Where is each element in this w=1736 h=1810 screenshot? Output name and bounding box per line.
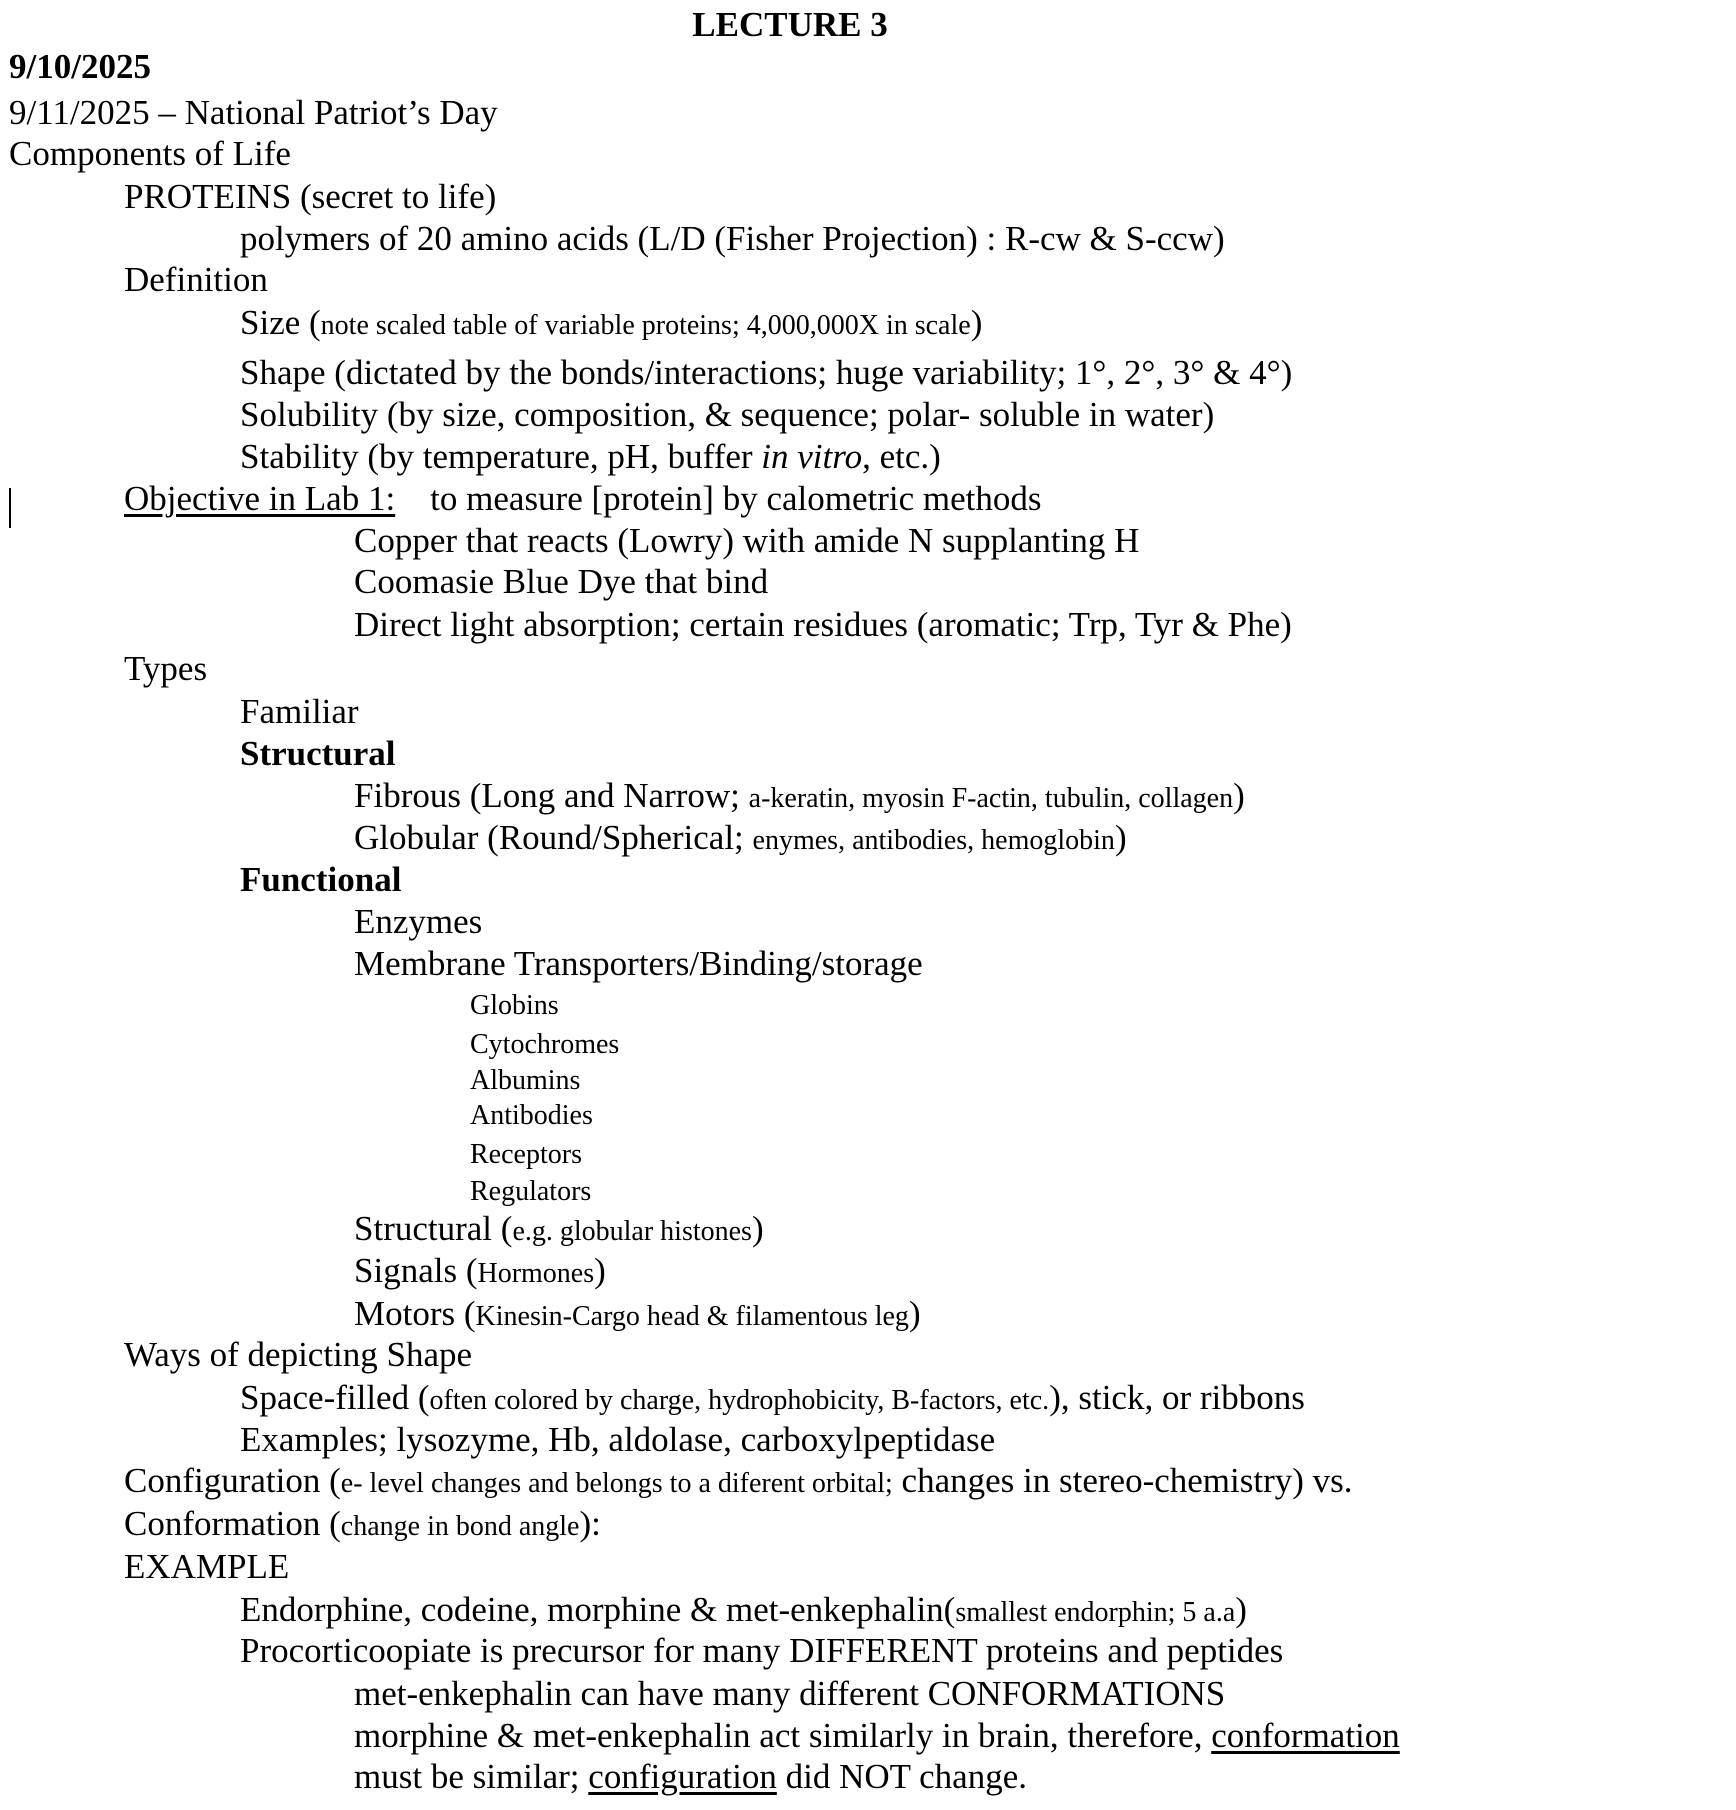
note-text: EXAMPLE [124,1547,290,1586]
note-text: ) [970,303,983,342]
note-line [124,260,268,300]
note-text: Kinesin- [475,1301,572,1332]
note-text: Structural ( [354,1209,513,1248]
note-line [124,1504,601,1547]
note-line [9,134,291,174]
note-text: ) [751,1209,764,1248]
note-line [354,1757,1027,1797]
note-text: change in bond angle [340,1511,580,1542]
note-line [9,93,498,133]
note-text: Configuration ( [124,1461,341,1500]
note-line [240,1590,1247,1633]
note-text: must be similar; [354,1757,589,1796]
note-text: Direct light absorption; certain residues (aromatic; Trp, Tyr & Phe) [354,605,1292,644]
note-line [354,902,482,942]
note-text: smallest endorphin; 5 a.a [955,1597,1236,1628]
note-text: conformation [1211,1716,1400,1755]
change-bar [9,488,11,528]
note-line [354,818,1127,861]
note-text: Types [124,649,208,688]
note-line [240,437,941,477]
note-text: Globular (Round/Spherical; [354,818,753,857]
note-text: , etc.) [862,437,941,476]
note-text: Space-filled ( [240,1378,430,1417]
note-text: a-keratin, myosin F-actin, tubulin, collagen [748,783,1234,814]
note-line [240,1631,1283,1671]
note-text: Procorticoopiate is precursor for many DIFFERENT proteins and peptides [240,1631,1284,1670]
note-line [124,1461,1353,1504]
note-text: Enzymes [354,902,483,941]
note-text: Components of Life [9,134,291,173]
note-text: 9/10/2025 [9,47,151,86]
note-line [240,734,396,774]
note-text: Definition [124,260,268,299]
note-line [124,649,207,689]
note-text: Albumins [470,1065,581,1096]
note-line [240,353,1292,393]
note-text: ) [1233,776,1245,815]
note-text: Cargo head & filamentous leg [571,1301,909,1332]
note-text: Motors ( [354,1294,476,1333]
note-line [240,860,401,900]
note-text: Signals ( [354,1251,478,1290]
note-text: polymers of 20 amino acids (L/D (Fisher Projection) : R-cw & S-ccw) [240,219,1225,258]
note-line [354,776,1245,819]
note-text: Membrane Transporters/Binding/storage [354,944,923,983]
note-line [240,303,982,346]
note-text: often colored by charge, hydrophobicity, B-factors, etc. [429,1385,1050,1416]
note-text: Objective in Lab 1: [124,479,396,518]
note-text: met-enkephalin can have many different CONFORMATIONS [354,1674,1226,1713]
note-text: in vitro [761,437,863,476]
note-line [124,1335,472,1375]
note-text: Solubility (by size, composition, & sequence; polar- soluble in water) [240,395,1215,434]
note-line [124,177,496,217]
note-text: Shape (dictated by the bonds/interactions; huge variability; 1°, 2°, 3° & 4°) [240,353,1293,392]
note-text: morphine & met-enkephalin act similarly in brain, therefore, [354,1716,1212,1755]
note-text: Familiar [240,692,359,731]
note-text: Size ( [240,303,321,342]
note-line [9,47,151,87]
note-text: Globins [470,990,559,1021]
note-line [470,983,559,1026]
note-text: to measure [protein] by calometric methods [395,479,1042,518]
note-line [354,1716,1400,1756]
note-text: Structural [240,734,396,773]
note-text: changes in stereo-chemistry) vs. [892,1461,1353,1500]
note-text: ) [1235,1590,1247,1629]
note-line [240,395,1214,435]
note-line [354,562,768,602]
note-text: note scaled table of variable proteins; 4,000,000X in scale [320,310,971,341]
note-line [354,605,1292,645]
note-line [470,1093,593,1136]
note-text: Cytochromes [470,1029,620,1060]
note-text: PROTEINS (secret to life) [124,177,497,216]
note-text: Antibodies [470,1100,593,1131]
note-line [124,479,1042,519]
note-line [240,219,1225,259]
note-line [354,1674,1225,1714]
note-text: ), stick, or ribbons [1049,1378,1305,1417]
note-text: Functional [240,860,402,899]
note-text: ) [594,1251,606,1290]
note-text: Examples; lysozyme, Hb, aldolase, carboxylpeptidase [240,1420,996,1459]
note-line [354,944,923,984]
note-line [240,1420,995,1460]
note-text: Fibrous (Long and Narrow; [354,776,749,815]
note-text: Endorphine, codeine, morphine & met-enkephalin( [240,1590,956,1629]
note-text: configuration [588,1757,777,1796]
note-text: ) [1114,818,1127,857]
note-text: Receptors [470,1139,582,1170]
note-line [354,1294,921,1337]
note-text: Regulators [470,1176,592,1207]
note-line [470,1169,591,1212]
note-text: ) [908,1294,921,1333]
note-text: ): [579,1504,601,1543]
note-text: Ways of depicting Shape [124,1335,473,1374]
note-text: Copper that reacts (Lowry) with amide N supplanting H [354,521,1140,560]
note-line [240,692,359,732]
note-line [354,1251,606,1294]
note-text: did NOT change. [776,1757,1027,1796]
page-title: LECTURE 3 [692,5,888,44]
note-text: 9/11/2025 – National Patriot’s Day [9,93,498,132]
note-text: Stability (by temperature, pH, buffer [240,437,762,476]
note-text: e.g. globular histones [512,1216,752,1247]
note-line [240,1378,1305,1421]
note-text: enymes, antibodies, hemoglobin [752,825,1115,856]
note-line [354,1209,764,1252]
note-line [354,521,1139,561]
note-text: Conformation ( [124,1504,341,1543]
note-text: Hormones [477,1258,595,1289]
note-text: Coomasie Blue Dye that bind [354,562,769,601]
note-text: e- level changes and belongs to a diferent orbital; [340,1468,893,1499]
note-line [124,1547,289,1587]
